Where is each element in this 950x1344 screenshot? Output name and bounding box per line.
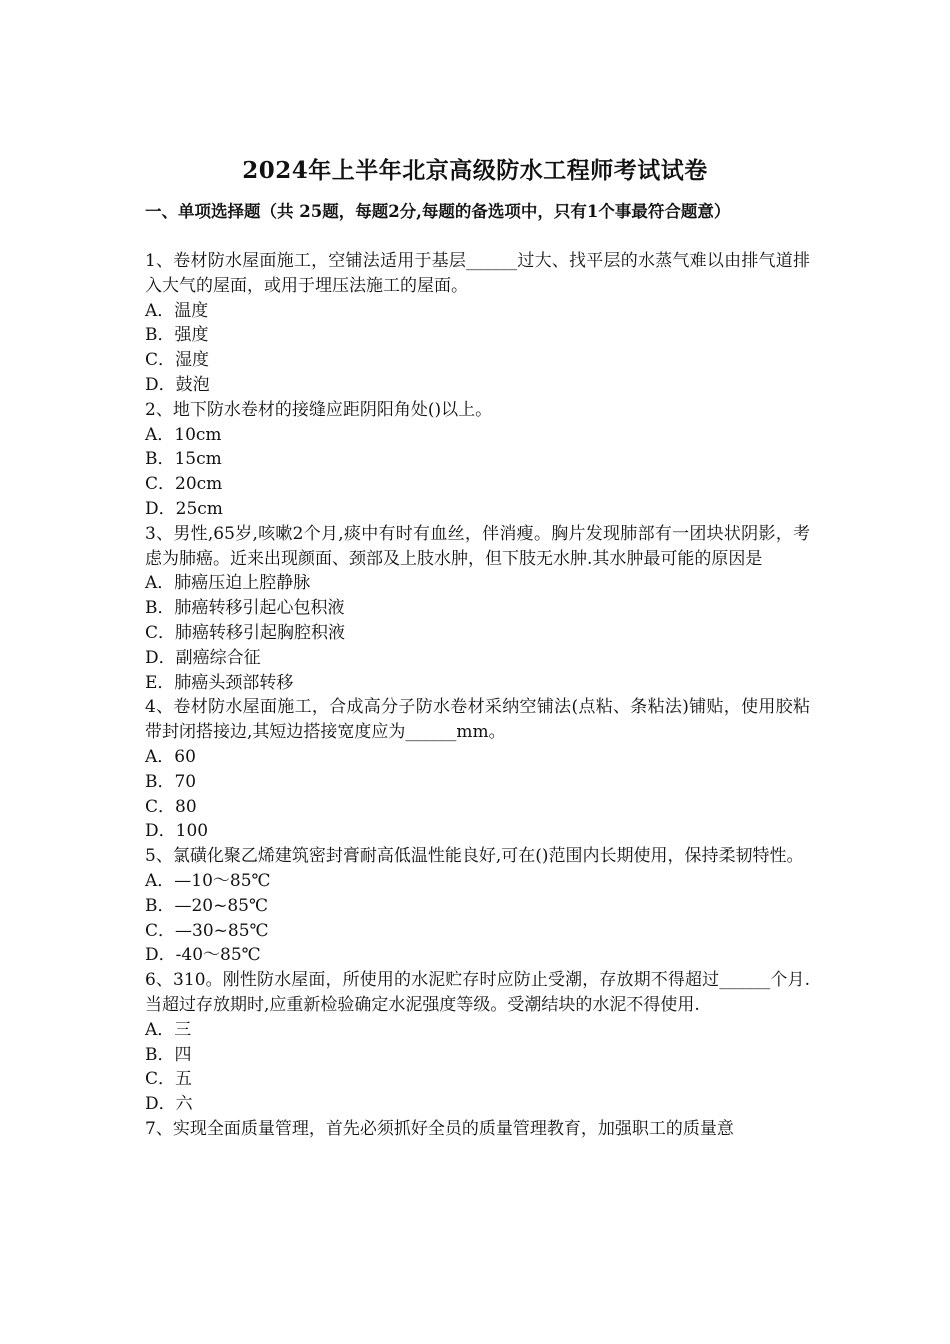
question-stem-6 [145, 968, 810, 1018]
option-4-b: B．70 [145, 771, 197, 792]
question-stem-3: 3、男性,65岁,咳嗽2个月,痰中有时有血丝，伴消瘦。胸片发现肺部有一团块状阴影，考虑为肺癌。近来出现颜面、颈部及上肢水肿，但下肢无水肿.其水肿最可能的原因是 [145, 523, 810, 569]
option-5-c: C．—30~85℃ [145, 920, 269, 941]
question-stem-4 [145, 695, 810, 745]
option-6-b: B．四 [145, 1044, 192, 1065]
section-heading: 一、单项选择题（共 25题，每题2分,每题的备选项中，只有1个事最符合题意） [145, 202, 731, 221]
option-2-c: C．20cm [145, 474, 223, 495]
option-6-c: C．五 [145, 1069, 193, 1090]
option-3-c: C．肺癌转移引起胸腔积液 [145, 622, 346, 643]
option-4-a: A．60 [145, 746, 196, 767]
option-5-b: B．—20~85℃ [145, 895, 269, 916]
option-3-e: E．肺癌头颈部转移 [145, 672, 294, 693]
option-5-a: A．—10～85℃ [145, 870, 271, 891]
question-stem-7: 7、实现全面质量管理，首先必须抓好全员的质量管理教育，加强职工的质量意 [145, 1118, 734, 1139]
stem-text: 过大、找平层的水蒸气难以由排气道排入大气的屋面，或用于埋压法施工的屋面。 [145, 251, 810, 296]
option-6-d: D．六 [145, 1094, 193, 1115]
question-stem-1 [145, 249, 810, 299]
stem-text: 个月.当超过存放期时,应重新检验确定水泥强度等级。受潮结块的水泥不得使用. [145, 970, 810, 1015]
option-3-b: B．肺癌转移引起心包积液 [145, 598, 345, 619]
question-stem-2: 2、地下防水卷材的接缝应距阴阳角处()以上。 [145, 399, 493, 420]
option-4-c: C．80 [145, 796, 197, 817]
option-2-d: D．25cm [145, 498, 223, 519]
option-2-a: A．10cm [145, 424, 222, 445]
answer-blank: ______ [719, 970, 771, 991]
question-stem-5: 5、氯磺化聚乙烯建筑密封膏耐高低温性能良好,可在()范围内长期使用，保持柔韧特性。 [145, 846, 804, 867]
stem-text: 6、310。刚性防水屋面，所使用的水泥贮存时应防止受潮，存放期不得超过 [145, 970, 720, 991]
option-6-a: A．三 [145, 1019, 192, 1040]
option-2-b: B．15cm [145, 449, 222, 470]
option-5-d: D．-40～85℃ [145, 945, 261, 966]
option-4-d: D．100 [145, 821, 209, 842]
option-3-a: A．肺癌压迫上腔静脉 [145, 573, 311, 594]
stem-text: mm。 [456, 722, 506, 743]
answer-blank: ______ [466, 251, 518, 271]
option-1-b: B．强度 [145, 325, 209, 346]
stem-text: 1、卷材防水屋面施工，空铺法适用于基层 [145, 251, 467, 271]
option-1-d: D．鼓泡 [145, 374, 210, 395]
option-1-a: A．温度 [145, 300, 209, 321]
answer-blank: ______ [405, 722, 457, 743]
document-title: 2024年上半年北京高级防水工程师考试试卷 [242, 157, 708, 184]
stem-text: 4、卷材防水屋面施工，合成高分子防水卷材采纳空铺法(点粘、条粘法)铺贴，使用胶粘带封闭搭接边,其短边搭接宽度应为 [145, 697, 810, 743]
option-3-d: D．副癌综合征 [145, 647, 261, 668]
question-list [145, 249, 810, 1142]
option-1-c: C．湿度 [145, 350, 210, 371]
